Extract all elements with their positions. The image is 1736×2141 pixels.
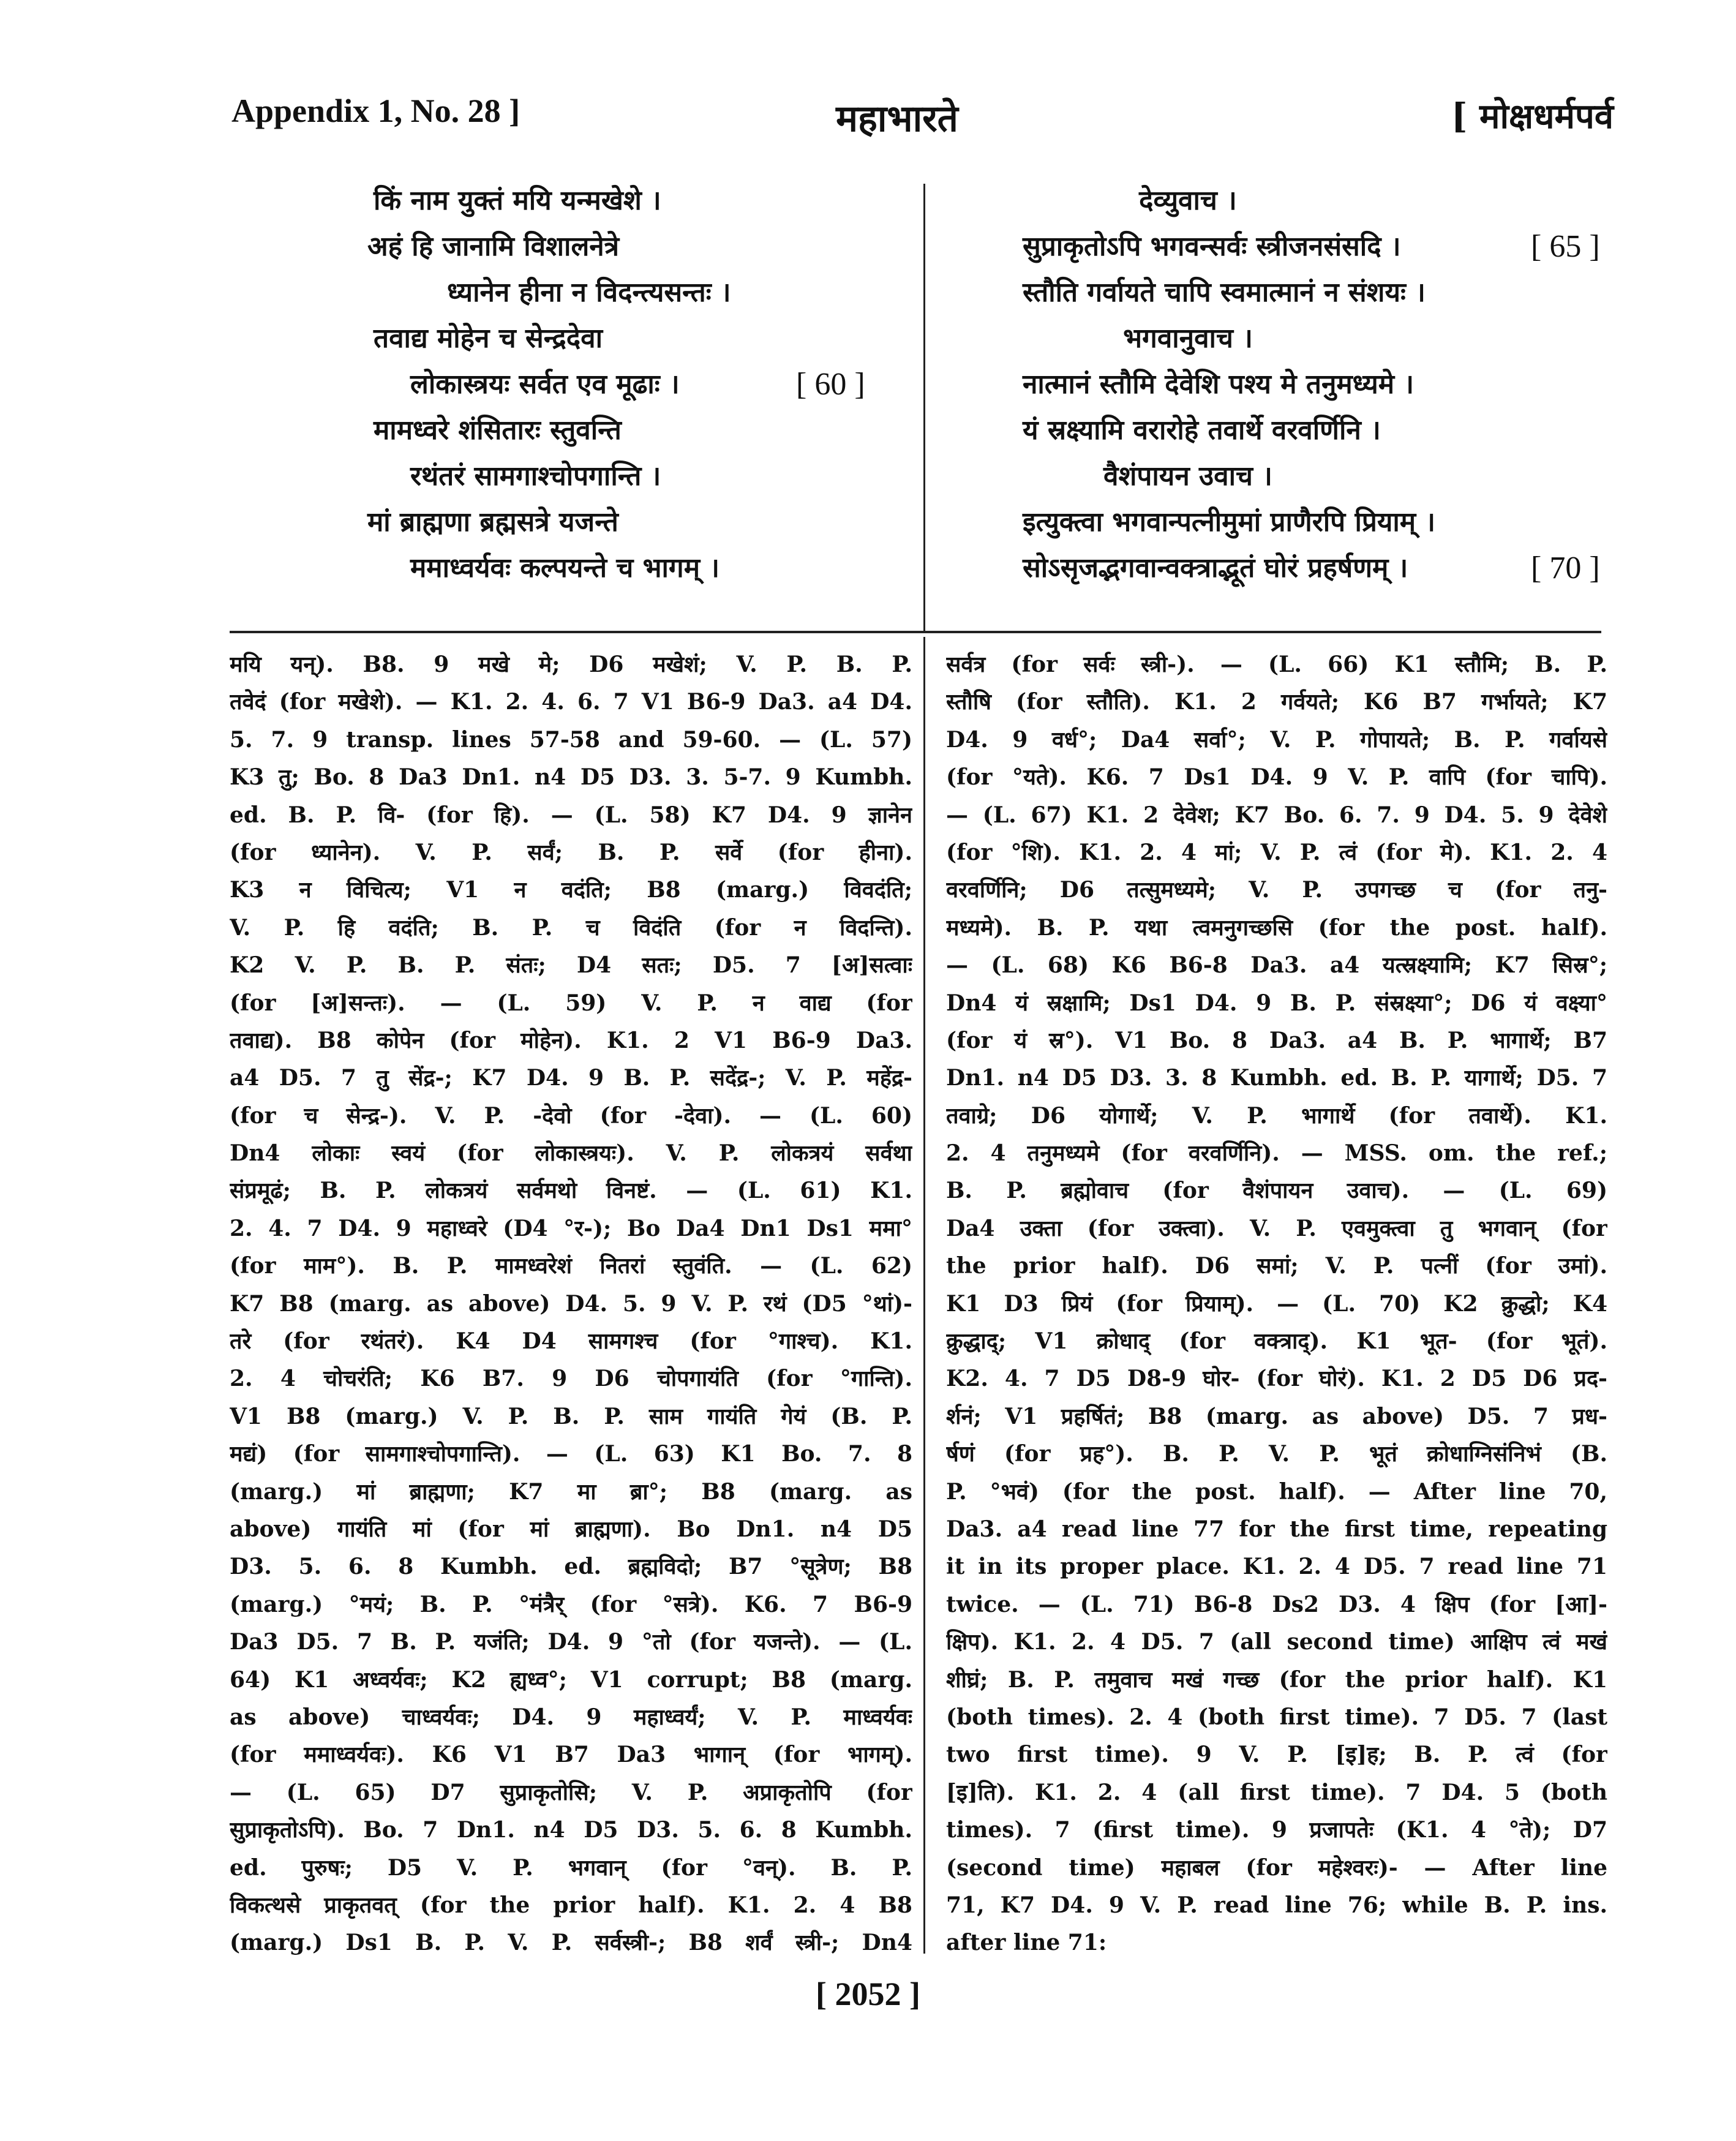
note-line: (for ममाध्वर्यवः). K6 V1 B7 Da3 भागान् (for भागम्). [230,1742,912,1768]
note-line: Da4 उक्ता (for उक्त्वा). V. P. एवमुक्त्वा तु भगवान् (for [946,1215,1607,1241]
note-line: (marg.) Ds1 B. P. V. P. सर्वस्त्री-; B8 शर्वं स्त्री-; Dn4 [230,1930,912,1956]
note-line: two first time). 9 V. P. [इ]ह; B. P. त्वं (for [946,1742,1607,1768]
note-line: B. P. ब्रह्मोवाच (for वैशंपायन उवाच). — (L. 69) [946,1178,1607,1204]
note-line: Dn4 यं स्रक्षामि; Ds1 D4. 9 B. P. संस्रक्ष्या°; D6 यं वक्ष्या° [946,990,1607,1016]
note-line: तवाग्रे; D6 योगार्थे; V. P. भागार्थे (for तवार्थे). K1. [946,1102,1607,1129]
note-line: र्षणं (for प्रह°). B. P. V. P. भूतं क्रोधाग्निसंनिभं (B. [946,1441,1607,1467]
note-line: V1 B8 (marg.) V. P. B. P. साम गायंति गेयं (B. P. [230,1403,912,1429]
verse-line: ममाध्वर्यवः कल्पयन्ते च भागम् । [410,552,720,584]
header-section-title: [ मोक्षधर्मपर्व [1451,96,1614,137]
verse-line: किं नाम युक्तं मयि यन्मखेशे । [374,185,661,216]
notes-column-right [946,646,1607,1962]
note-line: (marg.) मां ब्राह्मणा; K7 मा ब्रा°; B8 (marg. as [230,1478,912,1505]
note-line: 64) K1 अध्वर्यवः; K2 ह्यध्व°; V1 corrupt; B8 (marg. [230,1666,912,1693]
note-line: शीघ्रं; B. P. तमुवाच मखं गच्छ (for the prior half). K1 [946,1666,1607,1693]
note-line: (for °शि). K1. 2. 4 मां; V. P. त्वं (for मे). K1. 2. 4 [946,839,1607,865]
note-line: (marg.) °मयं; B. P. °मंत्रैर् (for °सत्रे). K6. 7 B6-9 [230,1591,912,1617]
note-line: (for च सेन्द्र-). V. P. -देवो (for -देवा). — (L. 60) [230,1102,912,1129]
note-line: Da3. a4 read line 77 for the first time, repeating [946,1516,1607,1542]
verse-speaker: भगवानुवाच । [1123,323,1253,354]
note-line: as above) चाध्वर्यवः; D4. 9 महाध्वर्यं; V. P. माध्वर्यवः [230,1704,912,1730]
note-line: (for °यते). K6. 7 Ds1 D4. 9 V. P. वापि (for चापि). [946,764,1607,791]
note-line: [इ]ति). K1. 2. 4 (all first time). 7 D4. 5 (both [946,1779,1607,1805]
note-line: विकत्थसे प्राकृतवत् (for the prior half). K1. 2. 4 B8 [230,1892,912,1918]
note-line: 71, K7 D4. 9 V. P. read line 76; while B. P. ins. [946,1892,1607,1918]
verse-number: [ 70 ] [1531,551,1600,585]
note-line: सुप्राकृतोऽपि). Bo. 7 Dn1. n4 D5 D3. 5. 6. 8 Kumbh. [230,1817,912,1843]
verse-line: अहं हि जानामि विशालनेत्रे [367,231,619,262]
note-line: — (L. 65) D7 सुप्राकृतोसि; V. P. अप्राकृतोपि (for [230,1779,912,1805]
note-line: the prior half). D6 समां; V. P. पत्नीं (for उमां). [946,1253,1607,1279]
note-line: 2. 4 चोचरंति; K6 B7. 9 D6 चोपगायंति (for °गान्ति). [230,1366,912,1392]
note-line: times). 7 (first time). 9 प्रजापतेः (K1. 4 °ते); D7 [946,1817,1607,1843]
verse-speaker: वैशंपायन उवाच । [1103,461,1272,492]
note-line: — (L. 68) K6 B6-8 Da3. a4 यत्स्रक्ष्यामि; K7 सिस्र°; [946,952,1607,979]
note-line: Da3 D5. 7 B. P. यजंति; D4. 9 °तो (for यजन्ते). — (L. [230,1629,912,1655]
note-line: it in its proper place. K1. 2. 4 D5. 7 read line 71 [946,1554,1607,1580]
note-line: K7 B8 (marg. as above) D4. 5. 9 V. P. रथं (D5 °थां)- [230,1290,912,1317]
note-line: above) गायंति मां (for मां ब्राह्मणा). Bo Dn1. n4 D5 [230,1516,912,1542]
note-line: (for माम°). B. P. मामध्वरेशं नितरां स्तुवंति. — (L. 62) [230,1253,912,1279]
note-line: K3 तु; Bo. 8 Da3 Dn1. n4 D5 D3. 3. 5-7. 9 Kumbh. [230,764,912,791]
note-line: a4 D5. 7 तु सेंद्र-; K7 D4. 9 B. P. सदेंद्र-; V. P. महेंद्र- [230,1065,912,1091]
note-line: P. °भवं) (for the post. half). — After line 70, [946,1478,1607,1505]
verse-speaker: देव्युवाच । [1139,185,1237,216]
note-line: K3 न विचित्य; V1 न वदंति; B8 (marg.) विवदंति; [230,877,912,903]
note-line: ed. B. P. वि- (for हि). — (L. 58) K7 D4. 9 ज्ञानेन [230,802,912,828]
note-line: क्रुद्धाद्; V1 क्रोधाद् (for वक्त्राद्). K1 भूत- (for भूतं). [946,1328,1607,1355]
verse-column-right [955,178,1629,591]
verse-line: मामध्वरे शंसितारः स्तुवन्ति [374,415,622,446]
note-line: स्तौषि (for स्तौति). K1. 2 गर्वयते; K6 B7 गर्भायते; K7 [946,689,1607,715]
note-line: K2 V. P. B. P. संतः; D4 सतः; D5. 7 [अ]सत्वाः [230,952,912,979]
note-line: तवाद्य). B8 कोपेन (for मोहेन). K1. 2 V1 B6-9 Da3. [230,1027,912,1053]
note-line: K2. 4. 7 D5 D8-9 घोर- (for घोरं). K1. 2 D5 D6 प्रद- [946,1366,1607,1392]
note-line: सर्वत्र (for सर्वः स्त्री-). — (L. 66) K1 स्तौमि; B. P. [946,652,1607,677]
horizontal-rule [230,631,1601,633]
verse-line: सोऽसृजद्भगवान्वक्त्राद्भूतं घोरं प्रहर्षणम् । [ 70 ] [955,545,1629,591]
note-line: तवेदं (for मखेशे). — K1. 2. 4. 6. 7 V1 B6-9 Da3. a4 D4. [230,689,912,715]
header-appendix-label: Appendix 1, No. 28 ] [231,92,520,129]
verse-line: नात्मानं स्तौमि देवेशि पश्य मे तनुमध्यमे । [1023,369,1415,400]
note-line: Dn4 लोकाः स्वयं (for लोकास्त्रयः). V. P. लोकत्रयं सर्वथा [230,1140,912,1167]
note-line: twice. — (L. 71) B6-8 Ds2 D3. 4 क्षिप (for [आ]- [946,1591,1607,1617]
note-line: K1 D3 प्रियं (for प्रियाम्). — (L. 70) K2 क्रुद्धो; K4 [946,1290,1607,1317]
verse-column-left [343,178,912,591]
note-line: V. P. हि वदंति; B. P. च विदंति (for न विदन्ति). [230,914,912,941]
verse-line: यं स्रक्ष्यामि वरारोहे तवार्थे वरवर्णिनि । [1023,415,1381,446]
note-line: ed. पुरुषः; D5 V. P. भगवान् (for °वन्). B. P. [230,1854,912,1881]
note-line: र्शनं; V1 प्रहर्षितं; B8 (marg. as above) D5. 7 प्रध- [946,1403,1607,1429]
note-line: — (L. 67) K1. 2 देवेश; K7 Bo. 6. 7. 9 D4. 5. 9 देवेशे [946,802,1607,828]
header-book-title: महाभारते [836,97,958,140]
note-line: क्षिप). K1. 2. 4 D5. 7 (all second time) आक्षिप त्वं मखं [946,1629,1607,1655]
note-line: (both times). 2. 4 (both first time). 7 D5. 7 (last [946,1704,1607,1730]
note-line: (for यं स्र°). V1 Bo. 8 Da3. a4 B. P. भागार्थे; B7 [946,1027,1607,1053]
note-line: Dn1. n4 D5 D3. 3. 8 Kumbh. ed. B. P. यागार्थे; D5. 7 [946,1065,1607,1091]
note-line: D4. 9 वर्ध°; Da4 सर्वा°; V. P. गोपायते; B. P. गर्वायसे [946,726,1607,753]
note-line: मद्यं) (for सामगाश्चोपगान्ति). — (L. 63) K1 Bo. 7. 8 [230,1441,912,1467]
notes-column-left [230,646,912,1962]
note-line: मध्यमे). B. P. यथा त्वमनुगच्छसि (for the post. half). [946,914,1607,941]
note-line: वरवर्णिनि; D6 तत्सुमध्यमे; V. P. उपगच्छ च (for तनु- [946,877,1607,903]
note-line: 2. 4 तनुमध्यमे (for वरवर्णिनि). — MSS. om. the ref.; [946,1140,1607,1167]
verse-number: [ 60 ] [796,367,865,402]
note-line: D3. 5. 6. 8 Kumbh. ed. ब्रह्मविदो; B7 °सूत्रेण; B8 [230,1554,912,1580]
column-divider-verses [923,184,925,631]
column-divider-notes [923,637,925,1954]
note-line: (second time) महाबल (for महेश्वरः)- — After line [946,1854,1607,1881]
verse-number: [ 65 ] [1531,229,1600,264]
verse-line: लोकास्त्रयः सर्वत एव मूढाः । [ 60 ] [343,361,912,407]
verse-line: रथंतरं सामगाश्चोपगान्ति । [410,461,661,492]
note-line: 5. 7. 9 transp. lines 57-58 and 59-60. — (L. 57) [230,726,912,753]
note-line: (for ध्यानेन). V. P. सर्वं; B. P. सर्वे (for हीना). [230,839,912,865]
note-line: तरे (for रथंतरं). K4 D4 सामगश्च (for °गाश्च). K1. [230,1328,912,1355]
verse-line: तवाद्य मोहेन च सेन्द्रदेवा [374,323,603,354]
note-line: 2. 4. 7 D4. 9 महाध्वरे (D4 °र-); Bo Da4 Dn1 Ds1 ममा° [230,1215,912,1241]
note-line: after line 71: [946,1930,1107,1956]
note-line: (for [अ]सन्तः). — (L. 59) V. P. न वाद्य (for [230,990,912,1016]
note-line: संप्रमूढं; B. P. लोकत्रयं सर्वमथो विनष्टं. — (L. 61) K1. [230,1178,912,1204]
verse-line: मां ब्राह्मणा ब्रह्मसत्रे यजन्ते [367,506,618,538]
page-number: [ 2052 ] [816,1976,920,2012]
verse-line: ध्यानेन हीना न विदन्त्यसन्तः । [447,277,731,308]
verse-line: सुप्राकृतोऽपि भगवन्सर्वः स्त्रीजनसंसदि । [ 65 ] [955,224,1629,269]
verse-line: इत्युक्त्वा भगवान्पत्नीमुमां प्राणैरपि प्रियाम् । [1023,506,1436,538]
note-line: मयि यन्). B8. 9 मखे मे; D6 मखेशं; V. P. B. P. [230,652,912,677]
verse-line: स्तौति गर्वायते चापि स्वमात्मानं न संशयः । [1023,277,1426,308]
